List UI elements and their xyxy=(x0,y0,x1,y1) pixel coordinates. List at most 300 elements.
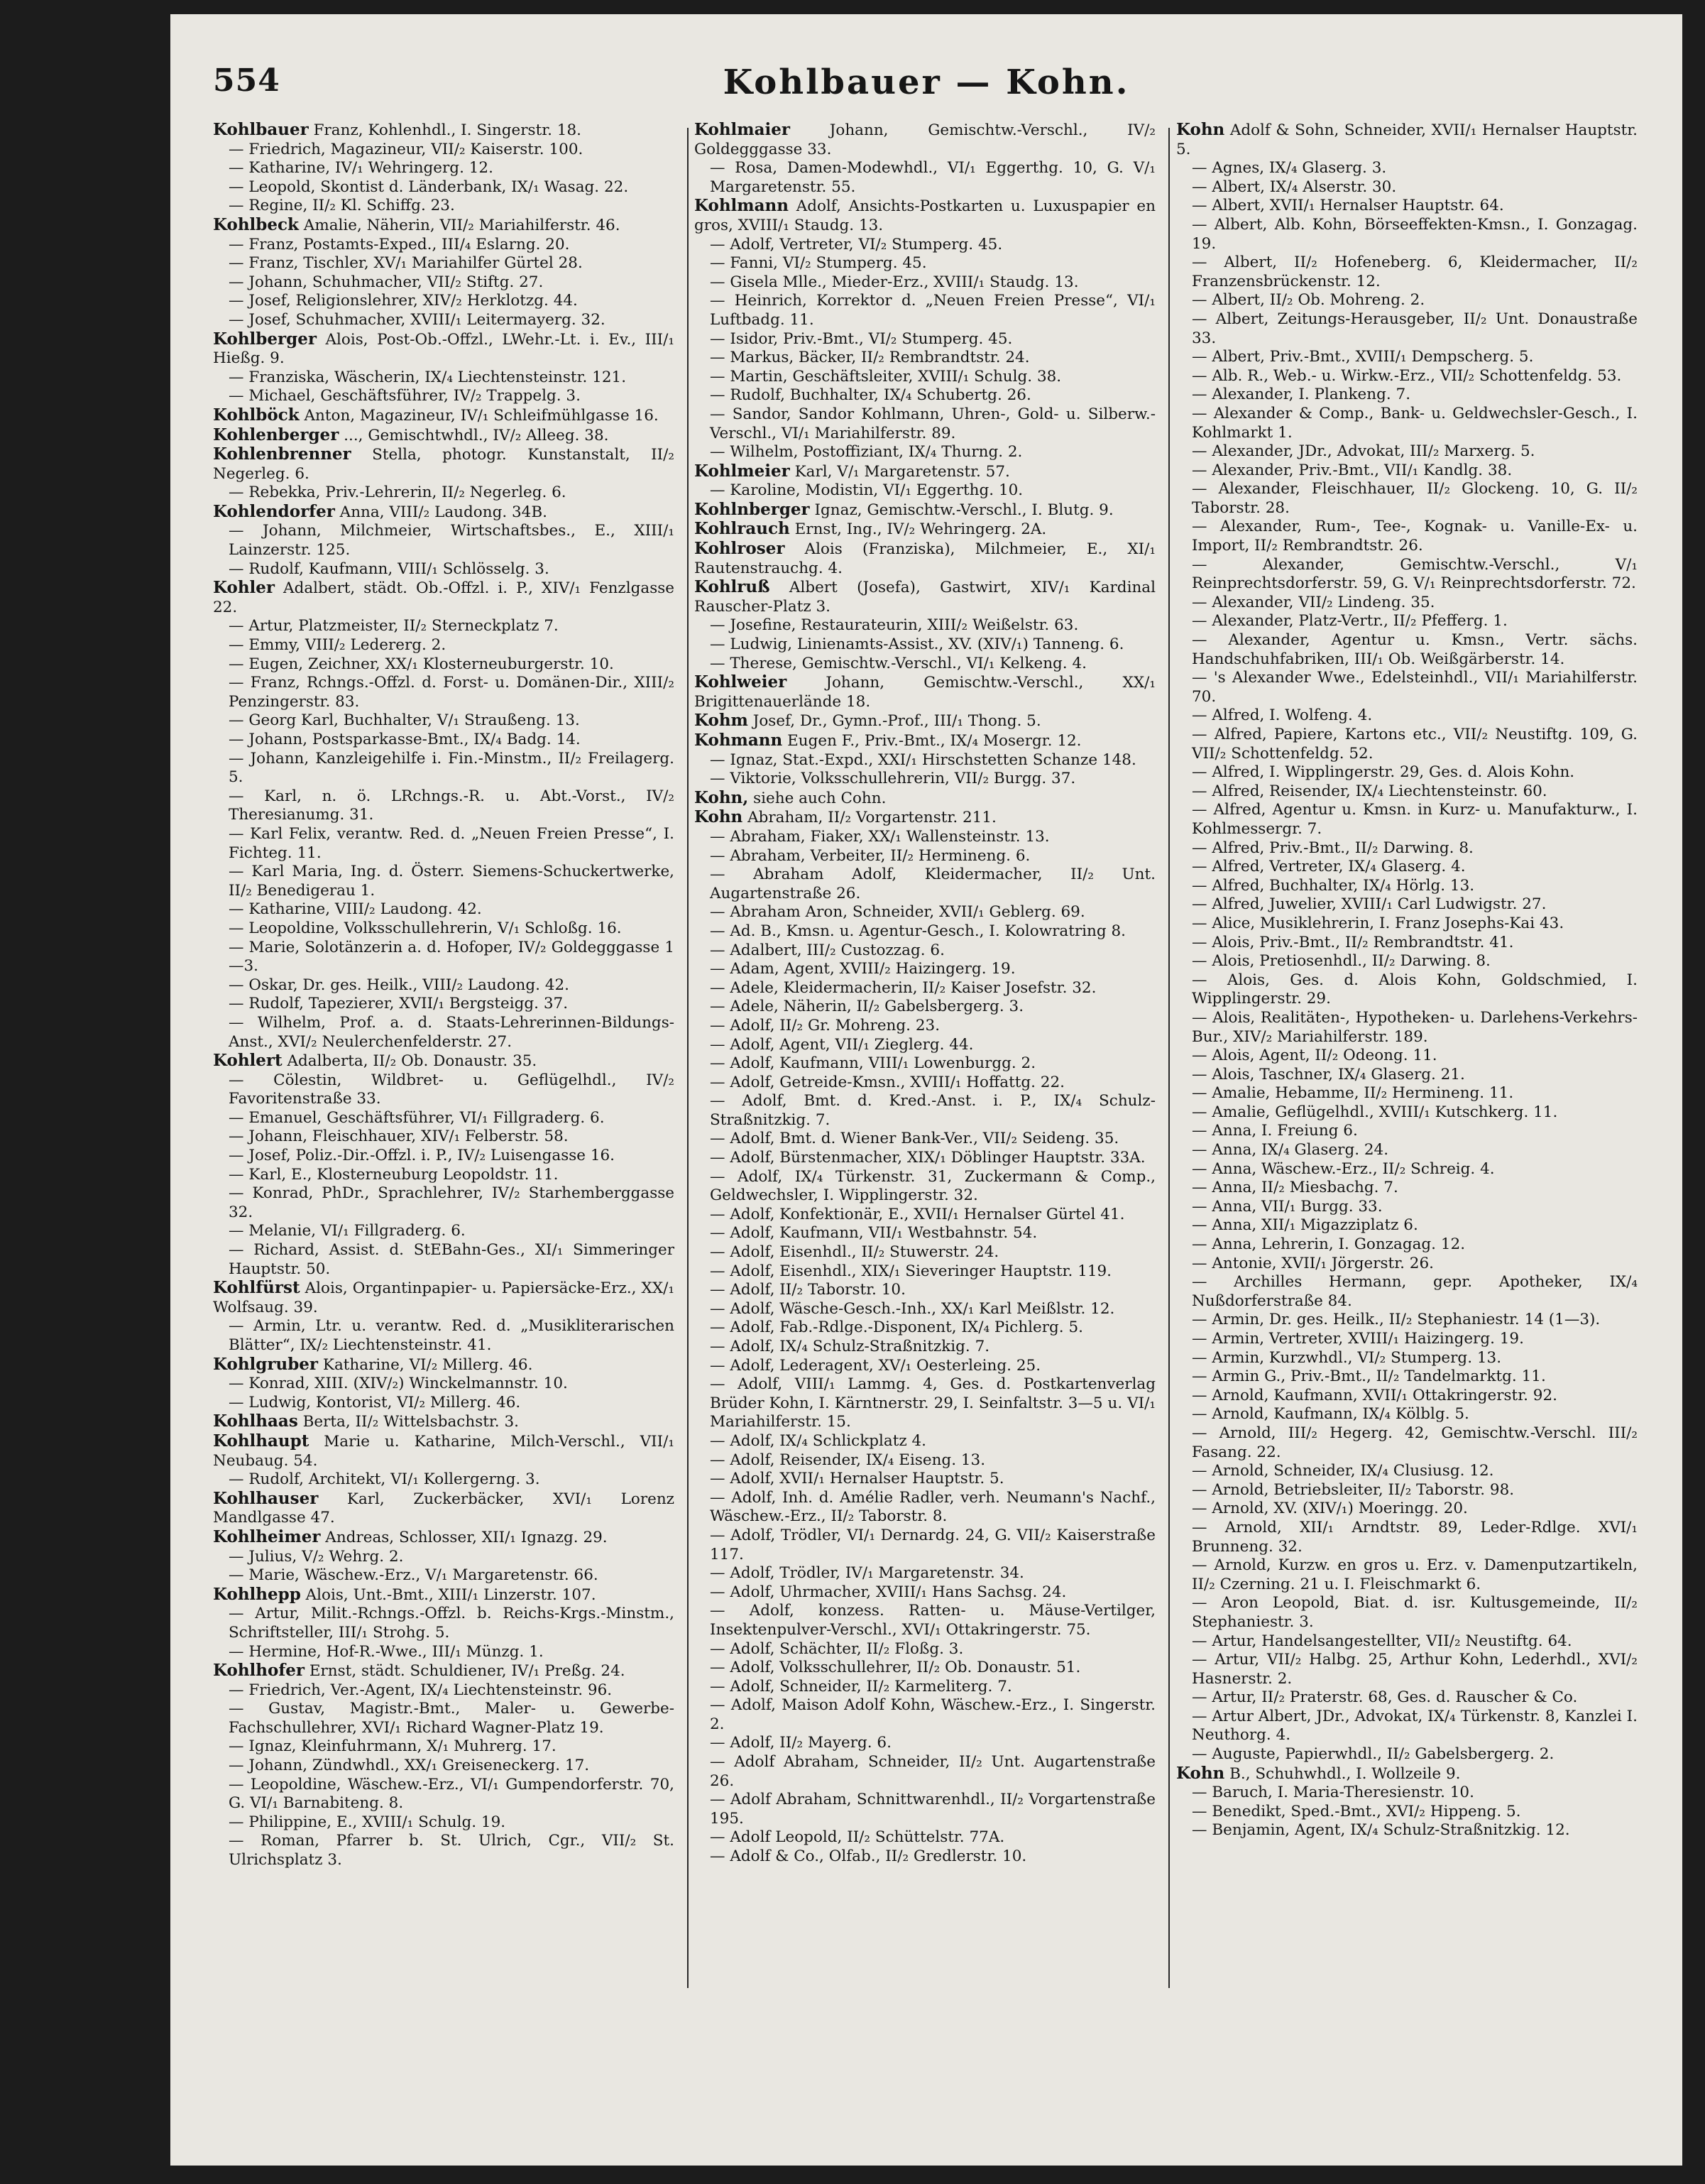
entry-text: — Abraham, Verbeiter, II/₂ Hermineng. 6. xyxy=(710,846,1031,865)
directory-entry xyxy=(694,828,1156,847)
entry-text: — Alois, Realitäten-, Hypotheken- u. Darlehens-Verkehrs-Bur., XIV/₂ Mariahilferstr. 189. xyxy=(1192,1008,1638,1046)
entry-surname: Kohlweier xyxy=(694,672,787,692)
entry-text: — Adolf, Fab.-Rdlge.-Disponent, IX/₄ Pichlerg. 5. xyxy=(710,1318,1083,1337)
directory-entry xyxy=(1176,1179,1638,1198)
entry-text: Karl, V/₁ Margaretenstr. 57. xyxy=(789,462,1010,481)
directory-entry xyxy=(694,578,1156,616)
directory-entry xyxy=(213,579,674,617)
directory-entry xyxy=(694,236,1156,255)
directory-entry xyxy=(213,1241,674,1279)
directory-entry xyxy=(694,1375,1156,1432)
entry-text: — Adolf, Schneider, II/₂ Karmeliterg. 7. xyxy=(710,1677,1012,1696)
directory-page xyxy=(170,14,1682,2166)
entry-text: — Franz, Postamts-Exped., III/₄ Eslarng. 20. xyxy=(229,235,570,253)
entry-text: — Adolf, VIII/₁ Lammg. 4, Ges. d. Postkartenverlag Brüder Kohn, I. Kärntnerstr. 29, I. Seinfaltstr. 3—5 u. VI/₁ Mariahilferstr. 15. xyxy=(710,1375,1156,1431)
directory-entry xyxy=(1176,1651,1638,1688)
column-2 xyxy=(694,121,1156,1867)
entry-text: — Adolf, Kaufmann, VIII/₁ Lowenburgg. 2. xyxy=(710,1054,1036,1073)
entry-text: — Adolf, Trödler, IV/₁ Margaretenstr. 34. xyxy=(710,1564,1024,1583)
directory-entry xyxy=(213,1566,674,1585)
directory-entry xyxy=(694,1262,1156,1282)
entry-text: — Adolf, II/₂ Mayerg. 6. xyxy=(710,1734,892,1752)
directory-entry xyxy=(1176,442,1638,462)
entry-text: — Adolf Leopold, II/₂ Schüttelstr. 77A. xyxy=(710,1828,1005,1847)
entry-text: Adalberta, II/₂ Ob. Donaustr. 35. xyxy=(282,1052,537,1071)
entry-text: — Franz, Rchngs.-Offzl. d. Forst- u. Domänen-Dir., XIII/₂ Penzingerstr. 83. xyxy=(229,674,674,711)
directory-entry xyxy=(213,939,674,976)
entry-text: — Artur, VII/₂ Halbg. 25, Arthur Kohn, Lederhdl., XVI/₂ Hasnerstr. 2. xyxy=(1192,1651,1638,1688)
entry-text: — Alexander, I. Plankeng. 7. xyxy=(1192,386,1411,404)
directory-entry xyxy=(694,808,1156,828)
directory-entry xyxy=(694,1828,1156,1847)
directory-entry xyxy=(694,711,1156,731)
entry-text: — Artur Albert, JDr., Advokat, IX/₄ Türkenstr. 8, Kanzlei I. Neuthorg. 4. xyxy=(1192,1707,1638,1745)
directory-entry xyxy=(694,1527,1156,1564)
entry-text: siehe auch Cohn. xyxy=(748,789,887,807)
directory-entry xyxy=(213,1279,674,1317)
entry-text: — Johann, Milchmeier, Wirtschaftsbes., E., XIII/₁ Lainzerstr. 125. xyxy=(229,522,674,559)
directory-entry xyxy=(213,368,674,388)
directory-entry xyxy=(694,960,1156,979)
entry-text: — Franz, Tischler, XV/₁ Mariahilfer Gürtel 28. xyxy=(229,254,583,273)
directory-entry xyxy=(1176,1255,1638,1274)
entry-text: — Rebekka, Priv.-Lehrerin, II/₂ Negerleg. 6. xyxy=(229,484,566,502)
directory-entry xyxy=(213,311,674,330)
directory-entry xyxy=(694,673,1156,711)
directory-entry xyxy=(694,1583,1156,1602)
entry-text: — Archilles Hermann, gepr. Apotheker, IX/₄ Nußdorferstraße 84. xyxy=(1192,1273,1638,1310)
directory-entry xyxy=(694,1130,1156,1149)
entry-surname: Kohlbeck xyxy=(213,214,299,234)
directory-entry xyxy=(213,711,674,731)
directory-entry xyxy=(213,750,674,787)
entry-text: — Friedrich, Ver.-Agent, IX/₄ Liechtensteinstr. 96. xyxy=(229,1681,613,1699)
entry-text: — Georg Karl, Buchhalter, V/₁ Straußeng. 13. xyxy=(229,711,580,730)
entry-text: — Emanuel, Geschäftsführer, VI/₁ Fillgraderg. 6. xyxy=(229,1108,605,1127)
entry-text: — Adolf, Kaufmann, VII/₁ Westbahnstr. 54. xyxy=(710,1224,1038,1243)
entry-text: — Konrad, XIII. (XIV/₂) Winckelmannstr. 10. xyxy=(229,1375,568,1393)
directory-entry xyxy=(213,522,674,559)
directory-entry xyxy=(694,292,1156,329)
directory-entry xyxy=(213,825,674,863)
entry-text: — Alexander, Rum-, Tee-, Kognak- u. Vanille-Ex- u. Import, II/₂ Rembrandtstr. 26. xyxy=(1192,518,1638,555)
entry-text: — Ignaz, Stat.-Expd., XXI/₁ Hirschstetten Schanze 148. xyxy=(710,750,1136,769)
entry-text: ..., Gemischtwhdl., IV/₂ Alleeg. 38. xyxy=(339,426,609,444)
directory-entry xyxy=(1176,1481,1638,1500)
entry-text: — Cölestin, Wildbret- u. Geflügelhdl., IV/₂ Favoritenstraße 33. xyxy=(229,1071,674,1108)
entry-text: — Rudolf, Kaufmann, VIII/₁ Schlösselg. 3. xyxy=(229,559,549,578)
entry-surname: Kohlhaupt xyxy=(213,1431,309,1451)
directory-entry xyxy=(213,919,674,939)
directory-entry xyxy=(213,141,674,160)
directory-entry xyxy=(694,655,1156,674)
entry-text: Eugen F., Priv.-Bmt., IX/₄ Mosergr. 12. xyxy=(782,732,1082,750)
entry-surname: Kohn xyxy=(694,807,743,827)
entry-surname: Kohler xyxy=(213,578,275,598)
entry-text: — Adolf Abraham, Schnittwarenhdl., II/₂ Vorgartenstraße 195. xyxy=(710,1791,1156,1828)
entry-surname: Kohmann xyxy=(694,731,783,750)
entry-text: — Benjamin, Agent, IX/₄ Schulz-Straßnitzkig. 12. xyxy=(1192,1821,1570,1840)
directory-entry xyxy=(1176,1160,1638,1179)
entry-text: — Leopoldine, Wäschew.-Erz., VI/₁ Gumpendorferstr. 70, G. VI/₁ Barnabiteng. 8. xyxy=(229,1775,674,1813)
directory-entry xyxy=(694,405,1156,443)
entry-text: — Josef, Poliz.-Dir.-Offzl. i. P., IV/₂ Luisengasse 16. xyxy=(229,1147,615,1165)
entry-text: — Armin, Kurzwhdl., VI/₂ Stumperg. 13. xyxy=(1192,1348,1502,1367)
directory-entry xyxy=(213,655,674,675)
directory-entry xyxy=(1176,1273,1638,1311)
directory-entry xyxy=(213,787,674,825)
directory-entry xyxy=(694,1678,1156,1697)
entry-text: Alois, Unt.-Bmt., XIII/₁ Linzerstr. 107. xyxy=(300,1585,596,1604)
entry-text: — Adolf, Lederagent, XV/₁ Oesterleing. 25. xyxy=(710,1356,1041,1375)
directory-entry xyxy=(694,540,1156,578)
directory-entry xyxy=(694,1300,1156,1319)
entry-text: — Marie, Solotänzerin a. d. Hofoper, IV/₂ Goldegggasse 1—3. xyxy=(229,938,674,976)
directory-entry xyxy=(213,503,674,523)
entry-text: — Adolf, Getreide-Kmsn., XVIII/₁ Hoffattg. 22. xyxy=(710,1073,1065,1091)
entry-text: — Alexander, Fleischhauer, II/₂ Glockeng. 10, G. II/₂ Taborstr. 28. xyxy=(1192,480,1638,517)
entry-text: — Rudolf, Buchhalter, IX/₄ Schubertg. 26. xyxy=(710,386,1031,405)
column-1 xyxy=(213,121,674,1870)
entry-text: — Armin, Vertreter, XVIII/₁ Haizingerg. 19. xyxy=(1192,1330,1524,1348)
directory-entry xyxy=(1176,726,1638,763)
entry-text: B., Schuhwhdl., I. Wollzeile 9. xyxy=(1224,1764,1461,1783)
directory-entry xyxy=(213,1071,674,1109)
entry-text: — Adolf, IX/₄ Türkenstr. 31, Zuckermann & Comp., Geldwechsler, I. Wipplingerstr. 32. xyxy=(710,1167,1156,1205)
page-number: 554 xyxy=(213,62,280,99)
directory-entry xyxy=(1176,367,1638,386)
entry-surname: Kohlroser xyxy=(694,539,785,559)
entry-surname: Kohlhofer xyxy=(213,1661,305,1681)
entry-text: — Armin, Ltr. u. verantw. Red. d. „Musikliterarischen Blätter“, IX/₂ Liechtensteinstr. 41. xyxy=(229,1317,674,1354)
directory-entry xyxy=(694,903,1156,922)
entry-text: — Alexander, Platz-Vertr., II/₂ Pfefferg. 1. xyxy=(1192,612,1508,630)
entry-text: — Adolf, Volksschullehrer, II/₂ Ob. Donaustr. 51. xyxy=(710,1659,1081,1677)
entry-text: Ernst, Ing., IV/₂ Wehringerg. 2A. xyxy=(789,520,1047,539)
directory-entry xyxy=(1176,310,1638,348)
directory-entry xyxy=(1176,518,1638,555)
directory-entry xyxy=(213,1548,674,1567)
entry-text: — Adolf, Bürstenmacher, XIX/₁ Döblinger Hauptstr. 33A. xyxy=(710,1149,1146,1167)
entry-text: — Arnold, Schneider, IX/₄ Clusiusg. 12. xyxy=(1192,1462,1494,1480)
entry-text: — Adolf, Agent, VII/₁ Zieglerg. 44. xyxy=(710,1035,974,1054)
entry-text: — Alfred, Papiere, Kartons etc., VII/₂ Neustiftg. 109, G. VII/₂ Schottenfeldg. 52. xyxy=(1192,726,1638,763)
entry-text: — Abraham, Fiaker, XX/₁ Wallensteinstr. 13. xyxy=(710,827,1050,846)
directory-entry xyxy=(694,998,1156,1017)
directory-entry xyxy=(694,770,1156,789)
directory-entry xyxy=(694,273,1156,293)
directory-entry xyxy=(213,1394,674,1413)
entry-text: — Adolf, konzess. Ratten- u. Mäuse-Vertilger, Insektenpulver-Verschl., XVI/₁ Ottakringerstr. 75. xyxy=(710,1602,1156,1639)
entry-text: — Aron Leopold, Biat. d. isr. Kultusgemeinde, II/₂ Stephaniestr. 3. xyxy=(1192,1594,1638,1631)
entry-text: — Friedrich, Magazineur, VII/₂ Kaiserstr. 100. xyxy=(229,140,583,158)
directory-entry xyxy=(213,995,674,1014)
entry-text: — Adolf, XVII/₁ Hernalser Hauptstr. 5. xyxy=(710,1470,1004,1488)
directory-entry xyxy=(213,1490,674,1528)
directory-entry xyxy=(1176,934,1638,953)
directory-entry xyxy=(1176,914,1638,934)
entry-text: — Armin G., Priv.-Bmt., II/₂ Tandelmarktg. 11. xyxy=(1192,1367,1546,1386)
directory-entry xyxy=(694,330,1156,349)
entry-text: — Adolf Abraham, Schneider, II/₂ Unt. Augartenstraße 26. xyxy=(710,1753,1156,1790)
entry-text: Anton, Magazineur, IV/₁ Schleifmühlgasse 16. xyxy=(299,406,659,425)
entry-text: — Alfred, I. Wipplingerstr. 29, Ges. d. Alois Kohn. xyxy=(1192,763,1575,782)
entry-text: — Alb. R., Web.- u. Wirkw.-Erz., VII/₂ Schottenfeldg. 53. xyxy=(1192,366,1622,385)
directory-entry xyxy=(213,292,674,311)
column-rule xyxy=(687,128,689,1988)
entry-text: — Auguste, Papierwhdl., II/₂ Gabelsbergerg. 2. xyxy=(1192,1745,1555,1764)
entry-text: — Alois, Pretiosenhdl., II/₂ Darwing. 8. xyxy=(1192,952,1491,971)
directory-entry xyxy=(213,197,674,216)
entry-text: — Arnold, III/₂ Hegerg. 42, Gemischtw.-Verschl. III/₂ Fasang. 22. xyxy=(1192,1424,1638,1461)
directory-entry xyxy=(694,979,1156,998)
directory-entry xyxy=(1176,1367,1638,1387)
directory-entry xyxy=(1176,1821,1638,1840)
entry-text: — Adolf, Schächter, II/₂ Floßg. 3. xyxy=(710,1639,964,1658)
entry-text: — Anna, Lehrerin, I. Gonzagag. 12. xyxy=(1192,1235,1466,1254)
entry-text: — Gustav, Magistr.-Bmt., Maler- u. Gewerbe-Fachschullehrer, XVI/₁ Richard Wagner-Platz 19. xyxy=(229,1700,674,1737)
directory-entry xyxy=(1176,1084,1638,1103)
directory-entry xyxy=(1176,348,1638,367)
entry-text: — Anna, II/₂ Miesbachg. 7. xyxy=(1192,1179,1398,1197)
entry-text: — Richard, Assist. d. StEBahn-Ges., XI/₁ Simmeringer Hauptstr. 50. xyxy=(229,1241,674,1278)
entry-text: — Heinrich, Korrektor d. „Neuen Freien Presse“, VI/₁ Luftbadg. 11. xyxy=(710,292,1156,329)
directory-entry xyxy=(1176,1632,1638,1651)
directory-entry xyxy=(1176,1424,1638,1462)
entry-text: — Adolf, Uhrmacher, XVIII/₁ Hans Sachsg. 24. xyxy=(710,1583,1067,1601)
directory-entry xyxy=(213,445,674,484)
directory-entry xyxy=(694,1168,1156,1206)
entry-text: — Abraham Adolf, Kleidermacher, II/₂ Unt. Augartenstraße 26. xyxy=(710,866,1156,902)
directory-entry xyxy=(213,1128,674,1147)
entry-text: Johann, Gemischtw.-Verschl., XX/₁ Brigittenauerlände 18. xyxy=(694,674,1156,711)
directory-entry xyxy=(213,484,674,503)
directory-entry xyxy=(213,1184,674,1222)
directory-entry xyxy=(1176,1784,1638,1803)
entry-surname: Kohn, xyxy=(694,787,749,807)
directory-entry xyxy=(213,1375,674,1394)
entry-text: — Albert, Zeitungs-Herausgeber, II/₂ Unt. Donaustraße 33. xyxy=(1192,310,1638,347)
directory-entry xyxy=(694,1149,1156,1168)
entry-text: Karl, Zuckerbäcker, XVI/₁ Lorenz Mandlgasse 47. xyxy=(213,1490,674,1527)
directory-entry xyxy=(694,1074,1156,1093)
entry-text: — Alexander, JDr., Advokat, III/₂ Marxerg. 5. xyxy=(1192,442,1535,461)
directory-entry xyxy=(694,1224,1156,1243)
directory-entry xyxy=(213,636,674,655)
directory-entry xyxy=(1176,1330,1638,1349)
entry-text: — Adolf, Vertreter, VI/₂ Stumperg. 45. xyxy=(710,235,1003,253)
directory-entry xyxy=(213,976,674,995)
entry-surname: Kohlenbrenner xyxy=(213,444,351,464)
directory-entry xyxy=(1176,669,1638,706)
directory-entry xyxy=(213,1605,674,1642)
entry-text: — Ignaz, Kleinfuhrmann, X/₁ Muhrerg. 17. xyxy=(229,1737,557,1756)
entry-text: — Adolf, Wäsche-Gesch.-Inh., XX/₁ Karl Meißlstr. 12. xyxy=(710,1299,1115,1318)
directory-entry xyxy=(694,847,1156,866)
entry-text: — Albert, II/₂ Hofeneberg. 6, Kleidermacher, II/₂ Franzensbrückenstr. 12. xyxy=(1192,253,1638,290)
entry-text: — Sandor, Sandor Kohlmann, Uhren-, Gold- u. Silberw.-Verschl., VI/₁ Mariahilferstr. 89. xyxy=(710,405,1156,442)
entry-text: Josef, Dr., Gymn.-Prof., III/₁ Thong. 5. xyxy=(747,712,1041,731)
directory-entry xyxy=(694,1092,1156,1130)
directory-entry xyxy=(213,1166,674,1185)
entry-text: — Ludwig, Linienamts-Assist., XV. (XIV/₁) Tanneng. 6. xyxy=(710,635,1124,654)
entry-text: — Arnold, XV. (XIV/₁) Moeringg. 20. xyxy=(1192,1500,1468,1518)
directory-entry xyxy=(1176,405,1638,442)
directory-entry xyxy=(1176,462,1638,481)
entry-text: — Anna, Wäschew.-Erz., II/₂ Schreig. 4. xyxy=(1192,1159,1495,1178)
directory-entry xyxy=(1176,1235,1638,1255)
entry-text: — Fanni, VI/₂ Stumperg. 45. xyxy=(710,254,927,273)
entry-surname: Kohlhaas xyxy=(213,1412,298,1431)
directory-entry xyxy=(1176,197,1638,216)
entry-text: — Adolf, Konfektionär, E., XVII/₁ Hernalser Gürtel 41. xyxy=(710,1205,1125,1223)
entry-text: — Gisela Mlle., Mieder-Erz., XVIII/₁ Staudg. 13. xyxy=(710,273,1079,291)
directory-entry xyxy=(213,178,674,197)
directory-entry xyxy=(1176,178,1638,197)
entry-text: — Artur, Platzmeister, II/₂ Sterneckplatz 7. xyxy=(229,617,559,635)
directory-entry xyxy=(213,254,674,273)
entry-text: — Marie, Wäschew.-Erz., V/₁ Margaretenstr. 66. xyxy=(229,1566,598,1585)
directory-entry xyxy=(1176,877,1638,896)
directory-entry xyxy=(213,560,674,579)
directory-entry xyxy=(213,1585,674,1605)
directory-entry xyxy=(694,443,1156,462)
directory-entry xyxy=(1176,1688,1638,1708)
entry-surname: Kohn xyxy=(1176,120,1225,139)
entry-text: — Michael, Geschäftsführer, IV/₂ Trappelg. 3. xyxy=(229,387,581,405)
entry-text: — Anna, IX/₄ Glaserg. 24. xyxy=(1192,1141,1389,1159)
entry-text: Adolf, Ansichts-Postkarten u. Luxuspapier en gros, XVIII/₁ Staudg. 13. xyxy=(694,197,1156,234)
entry-text: — Alfred, Priv.-Bmt., II/₂ Darwing. 8. xyxy=(1192,839,1474,857)
entry-text: Stella, photogr. Kunstanstalt, II/₂ Negerleg. 6. xyxy=(213,446,674,483)
entry-text: — Adolf, Reisender, IX/₄ Eiseng. 13. xyxy=(710,1451,986,1469)
entry-text: Alois (Franziska), Milchmeier, E., XI/₁ Rautenstrauchg. 4. xyxy=(694,540,1156,577)
directory-entry xyxy=(694,254,1156,273)
directory-entry xyxy=(694,349,1156,368)
directory-entry xyxy=(694,1659,1156,1678)
entry-text: — Alexander, Priv.-Bmt., VII/₁ Kandlg. 38. xyxy=(1192,461,1513,479)
directory-entry xyxy=(1176,612,1638,631)
entry-text: — Rudolf, Tapezierer, XVII/₁ Bergsteigg. 37. xyxy=(229,995,569,1013)
entry-surname: Kohlmeier xyxy=(694,461,790,481)
entry-text: — Katharine, IV/₁ Wehringerg. 12. xyxy=(229,159,493,178)
directory-entry xyxy=(1176,952,1638,971)
directory-entry xyxy=(1176,971,1638,1009)
entry-surname: Kohlgruber xyxy=(213,1354,319,1374)
directory-entry xyxy=(213,1147,674,1166)
directory-entry xyxy=(694,616,1156,635)
entry-text: — Viktorie, Volksschullehrerin, VII/₂ Burgg. 37. xyxy=(710,770,1076,788)
entry-text: — Adele, Kleidermacherin, II/₂ Kaiser Josefstr. 32. xyxy=(710,978,1097,997)
entry-text: — Isidor, Priv.-Bmt., VI/₂ Stumperg. 45. xyxy=(710,329,1013,348)
entry-text: — Arnold, Kurzw. en gros u. Erz. v. Damenputzartikeln, II/₂ Czerning. 21 u. I. Fleischmarkt 6. xyxy=(1192,1556,1638,1593)
directory-entry xyxy=(1176,1311,1638,1330)
entry-text: — Antonie, XVII/₁ Jörgerstr. 26. xyxy=(1192,1254,1434,1272)
entry-text: — Adolf, II/₂ Gr. Mohreng. 23. xyxy=(710,1016,941,1034)
entry-text: — Ludwig, Kontorist, VI/₂ Millerg. 46. xyxy=(229,1393,521,1412)
entry-text: — Josefine, Restaurateurin, XIII/₂ Weißelstr. 63. xyxy=(710,616,1079,635)
directory-entry xyxy=(1176,121,1638,159)
directory-entry xyxy=(213,236,674,255)
entry-text: — Adolf, Inh. d. Amélie Radler, verh. Neumann's Nachf., Wäschew.-Erz., II/₂ Taborstr. 8. xyxy=(710,1488,1156,1526)
entry-text: Marie u. Katharine, Milch-Verschl., VII/₁ Neubaug. 54. xyxy=(213,1432,674,1470)
directory-entry xyxy=(694,1243,1156,1262)
entry-text: — Wilhelm, Prof. a. d. Staats-Lehrerinnen-Bildungs-Anst., XVI/₂ Neulerchenfelderstr. 27. xyxy=(229,1013,674,1051)
directory-entry xyxy=(694,1432,1156,1451)
directory-entry xyxy=(213,1412,674,1432)
directory-entry xyxy=(1176,1387,1638,1406)
directory-entry xyxy=(213,1432,674,1470)
directory-entry xyxy=(213,1661,674,1681)
directory-entry xyxy=(1176,782,1638,802)
entry-text: — Regine, II/₂ Kl. Schiffg. 23. xyxy=(229,197,455,215)
directory-entry xyxy=(694,368,1156,387)
directory-entry xyxy=(213,674,674,711)
entry-text: — Alois, Agent, II/₂ Odeong. 11. xyxy=(1192,1047,1437,1065)
directory-entry xyxy=(1176,386,1638,405)
entry-text: — Emmy, VIII/₂ Ledererg. 2. xyxy=(229,636,446,655)
entry-text: — 's Alexander Wwe., Edelsteinhdl., VII/₁ Mariahilferstr. 70. xyxy=(1192,669,1638,706)
directory-entry xyxy=(694,1791,1156,1828)
entry-text: Abraham, II/₂ Vorgartenstr. 211. xyxy=(742,809,997,827)
entry-surname: Kohlruß xyxy=(694,577,770,597)
directory-entry xyxy=(1176,1405,1638,1424)
directory-entry xyxy=(694,922,1156,941)
entry-text: — Josef, Religionslehrer, XIV/₂ Herklotzg. 44. xyxy=(229,292,578,310)
directory-entry xyxy=(694,1338,1156,1357)
directory-entry xyxy=(213,1776,674,1813)
directory-entry xyxy=(694,462,1156,482)
directory-entry xyxy=(694,386,1156,405)
directory-entry xyxy=(213,900,674,919)
directory-entry xyxy=(1176,895,1638,914)
directory-entry xyxy=(213,330,674,368)
directory-entry xyxy=(694,941,1156,961)
entry-surname: Kohlhauser xyxy=(213,1488,319,1508)
directory-entry xyxy=(213,1355,674,1375)
entry-text: — Adalbert, III/₂ Custozzag. 6. xyxy=(710,941,945,959)
directory-entry xyxy=(213,426,674,446)
entry-text: — Albert, II/₂ Ob. Mohreng. 2. xyxy=(1192,291,1425,310)
entry-surname: Kohlert xyxy=(213,1051,283,1071)
entry-text: — Albert, Alb. Kohn, Börseeffekten-Kmsn., I. Gonzagag. 19. xyxy=(1192,215,1638,253)
entry-text: Johann, Gemischtw.-Verschl., IV/₂ Goldegggasse 33. xyxy=(694,121,1156,158)
entry-text: — Amalie, Hebamme, II/₂ Hermineng. 11. xyxy=(1192,1084,1514,1103)
entry-text: — Johann, Zündwhdl., XX/₁ Greiseneckerg. 17. xyxy=(229,1757,590,1775)
entry-text: — Adolf, Trödler, VI/₁ Dernardg. 24, G. VII/₂ Kaiserstraße 117. xyxy=(710,1526,1156,1563)
entry-surname: Kohm xyxy=(694,711,748,731)
directory-entry xyxy=(213,731,674,750)
directory-entry xyxy=(1176,1764,1638,1784)
entry-text: — Arnold, Kaufmann, IX/₄ Kölblg. 5. xyxy=(1192,1405,1469,1424)
entry-text: Franz, Kohlenhdl., I. Singerstr. 18. xyxy=(308,121,581,139)
directory-entry xyxy=(694,481,1156,501)
entry-text: — Adolf, IX/₄ Schulz-Straßnitzkig. 7. xyxy=(710,1338,990,1355)
entry-text: — Katharine, VIII/₂ Laudong. 42. xyxy=(229,900,482,919)
directory-entry xyxy=(213,1109,674,1128)
directory-entry xyxy=(1176,291,1638,310)
directory-entry xyxy=(694,1696,1156,1734)
entry-text: — Leopold, Skontist d. Länderbank, IX/₁ Wasag. 22. xyxy=(229,178,629,196)
entry-text: — Alois, Ges. d. Alois Kohn, Goldschmied, I. Wipplingerstr. 29. xyxy=(1192,971,1638,1008)
directory-entry xyxy=(1176,1066,1638,1085)
entry-text: — Leopoldine, Volksschullehrerin, V/₁ Schloßg. 16. xyxy=(229,919,622,937)
directory-entry xyxy=(1176,1594,1638,1632)
directory-entry xyxy=(1176,763,1638,782)
entry-text: — Albert, IX/₄ Alserstr. 30. xyxy=(1192,178,1397,196)
directory-entry xyxy=(213,1700,674,1737)
entry-text: — Adele, Näherin, II/₂ Gabelsbergerg. 3. xyxy=(710,998,1024,1016)
